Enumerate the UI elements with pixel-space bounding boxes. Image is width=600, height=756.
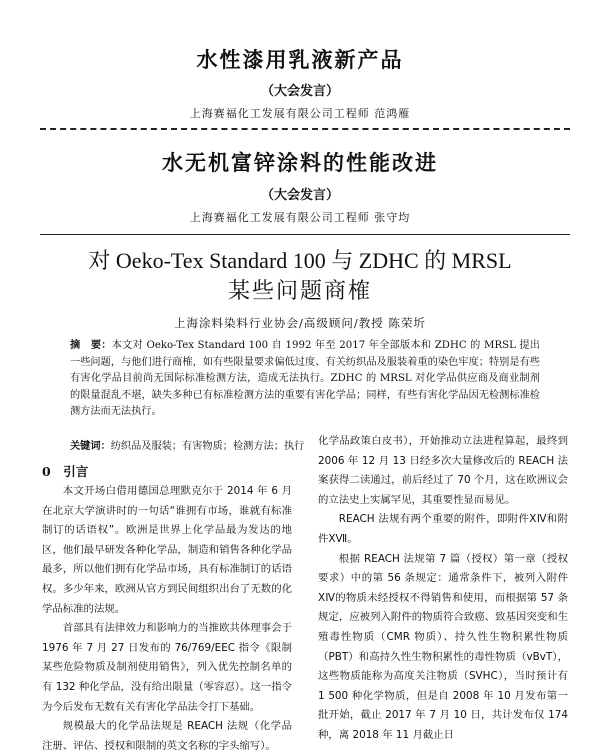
abstract-text: 本文对 Oeko-Tex Standard 100 自 1992 年至 2017 年全部版本和 ZDHC 的 MRSL 提出一些问题，与他们进行商榷，如有些限量要求偏低过度、有关纺织品及服装着重的染色牢度；特别是有些有害化学品目前尚无国际标准检测方法，造成无法执行。ZDHC 的 MRSL 对化学品供应商及商业制剂的限量混乱不堪，缺失多种已有标准检测方法的重要有害化学品；同样，有些有害化学品因无检测标准检测方法而无法执行。 [70, 340, 540, 417]
article-3-title-line-2: 某些问题商榷 [227, 278, 372, 303]
article-1-author: 上海赛福化工发展有限公司工程师 范鸿雁 [189, 107, 411, 120]
abstract [70, 337, 540, 421]
section-heading: 0 引言 [42, 464, 89, 479]
article-2-author: 上海赛福化工发展有限公司工程师 张守均 [189, 211, 411, 224]
article-3-title-line-1: 对 Oeko-Tex Standard 100 与 ZDHC 的 MRSL [88, 248, 512, 273]
body-paragraph: 首部具有法律效力和影响力的当推欧共体理事会于 1976 年 7 月 27 日发布的 76/769/EEC 指令《限制某些危险物质及制剂使用销售》，列入优先控制名单的有 132 种化学品，没有给出限量（零容忍）。这一指令为今后发布无数有关有害化学品法令打下基础。 [42, 622, 292, 713]
dashed-divider-1 [40, 128, 570, 130]
abstract-label: 摘 要： [70, 339, 112, 351]
article-2-meeting-tag: （大会发言） [260, 188, 339, 203]
article-1-title: 水性漆用乳液新产品 [196, 48, 404, 72]
keywords-text: 纺织品及服装；有害物质；检测方法；执行 [110, 441, 305, 452]
body-paragraph: 根据 REACH 法规第 7 篇（授权）第一章（授权要求）中的第 56 条规定：通常条件下，被列入附件ⅩⅣ的物质未经授权不得销售和使用，而根据第 57 条规定，应被列入附件的物质符合致癌、致基因突变和生殖毒性物质（CMR 物质）、持久性生物积累性物质（PBT）和高持久性生物积累性的毒性物质（vBvT），这些物质能称为高度关注物质（SVHC），当时预计有 1 500 种化学物质，但是自 2008 年 10 月发布第一批开始，截止 2017 年 7 月 10 日，共计发布仅 174 种，离 2018 年 11 月截止日 [318, 552, 568, 741]
body-paragraph: 规模最大的化学品法规是 REACH 法规（化学品注册、评估、授权和限制的英文名称的字头缩写）。 [42, 720, 292, 752]
article-1-meeting-tag: （大会发言） [260, 84, 339, 99]
body-paragraph: 化学品政策白皮书），开始推动立法进程算起，最终到 2006 年 12 月 13 日经多次大量修改后的 REACH 法案获得二读通过，前后经过了 70 个月，这在欧洲议会的立法史上实属罕见，其重要性显而易见。 [318, 435, 568, 506]
body-paragraph: REACH 法规有两个重要的附件，即附件ⅩⅣ和附件ⅩⅦ。 [318, 513, 568, 545]
body-paragraph: 本文开场白借用德国总理默克尔于 2014 年 6 月在北京大学演讲时的一句话“谁拥有市场，谁就有标准制订的话语权”。欧洲是世界上化学品最为发达的地区，他们最早研发各种化学品，制造和销售各种化学品最多，所以他们拥有化学品市场，具有标准制订的话语权。多少年来，欧洲从官方到民间组织出台了无数的化学品标准的法规。 [42, 485, 292, 615]
article-2-title: 水无机富锌涂料的性能改进 [162, 151, 438, 175]
solid-divider [40, 234, 570, 235]
keywords-label: 关键词： [70, 440, 111, 452]
right-column [318, 432, 568, 746]
left-column [42, 482, 292, 756]
article-3-author: 上海涂料染料行业协会/高级顾问/教授 陈荣圻 [174, 316, 426, 330]
